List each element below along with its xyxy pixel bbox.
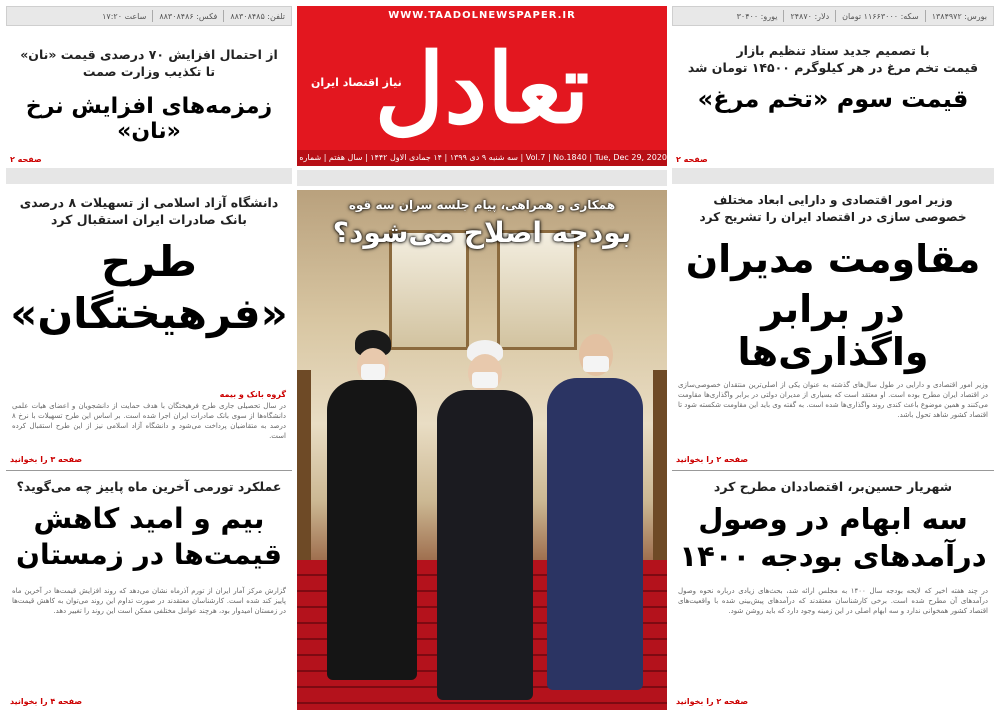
headline: طرح [101,237,197,286]
masthead-slogan: نیاز اقتصاد ایران [311,76,402,89]
separator-band [6,168,292,184]
kicker: از احتمال افزایش ۷۰ درصدی قیمت «نان» [20,47,278,62]
page-ref[interactable]: صفحه ۲ [676,155,708,164]
photo-figure-left [327,330,417,680]
divider [6,470,292,471]
kicker: قیمت تخم مرغ در هر کیلوگرم ۱۴۵۰۰ تومان شد [687,60,979,75]
headline: بیم و امید کاهش [33,502,265,535]
info-item: بورس: ۱۳۸۴۹۷۲ [931,11,987,21]
kicker: وزیر امور اقتصادی و دارایی ابعاد مختلف [713,193,953,207]
left-story-1 [6,190,292,470]
story-body: گزارش مرکز آمار ایران از تورم آذرماه نشان می‌دهد که روند افزایش قیمت‌ها در آخرین ماه پاییز کند شده است. کارشناسان معتقدند در صورت تداوم این روند می‌توان به کاهش قیمت‌ها در زمستان امیدوار بود، هرچند عوامل مختلفی ممکن است این روند را تغییر دهد. [12,587,286,615]
right-story-1 [672,190,994,470]
photo-figure-middle [437,340,533,700]
headline: قیمت‌ها در زمستان [16,538,282,572]
headline: «فرهیختگان» [10,289,288,339]
headline: قیمت سوم «تخم مرغ» [697,85,969,113]
top-right-story [672,32,994,166]
masthead-dateline: Vol.7 | No.1840 | Tue, Dec 29, 2020 | سه شنبه ۹ دی ۱۳۹۹ | ۱۴ جمادی الاول ۱۴۴۲ | سال هفتم | شماره ۱۸۴۰ | ۸ صفحه | قیمت ۳۰۰۰ تومان [297,150,667,166]
masthead-url: WWW.TAADOLNEWSPAPER.IR [388,10,576,21]
kicker: تا تکذیب وزارت صمت [82,64,216,79]
masthead-logo: تعادل [374,32,590,145]
headline: در برابر واگذاری‌ها [737,286,929,375]
headline: مقاومت مدیران [685,237,981,281]
info-bar-left [6,6,292,26]
lead-photo [297,190,667,710]
info-item: سکه: ۱۱۶۶۳۰۰۰ تومان [842,11,919,21]
separator-band [297,170,667,186]
section-tag: گروه بانک و بیمه [219,390,286,399]
page-ref[interactable]: صفحه ۲ را بخوانید [676,455,749,464]
separator-band [672,168,994,184]
page-ref[interactable]: صفحه ۲ [10,155,42,164]
info-item: دلار: ۲۴۸۷۰ [790,11,830,21]
info-item: ساعت ۱۷:۲۰ [102,11,147,21]
info-bar-right [672,6,994,26]
kicker: با تصمیم جدید ستاد تنظیم بازار [736,43,930,58]
top-left-story [6,32,292,166]
kicker: شهریار حسین‌بر، اقتصاددان مطرح کرد [713,479,953,494]
divider [672,470,994,471]
page-ref[interactable]: صفحه ۲ را بخوانید [676,697,749,706]
story-body: در سال تحصیلی جاری طرح فرهیختگان با هدف حمایت از دانشجویان و اعضای هیات علمی دانشگاه‌ها از سوی بانک صادرات ایران اجرا شده است. بر اساس این طرح تسهیلات با نرخ ۸ درصد به متقاضیان پرداخت می‌شود و دانشگاه آزاد اسلامی نیز از این طرح استقبال کرده است. [12,402,286,440]
headline: سه ابهام در وصول [698,502,968,536]
kicker: خصوصی سازی در اقتصاد ایران را تشریح کرد [699,210,967,224]
photo-figure-right [547,330,643,690]
left-story-2 [6,476,292,710]
photo-headline: بودجه اصلاح می‌شود؟ [332,216,632,249]
right-story-2 [672,476,994,710]
headline: درآمدهای بودجه ۱۴۰۰ [679,539,987,574]
story-body: وزیر امور اقتصادی و دارایی در طول سال‌های گذشته به عنوان یکی از اصلی‌ترین منتقدان خصوصی‌سازی در اقتصاد ایران مطرح بوده است. او معتقد است که بسیاری از مدیران دولتی در برابر واگذاری‌ها مقاومت می‌کنند و همین موضوع باعث کندی روند واگذاری‌ها شده است. به گفته وی باید این مقاومت شکسته شود تا اقتصاد کشور شاهد تحول باشد. [678,381,988,419]
info-item: فکس: ۸۸۳۰۸۴۸۶ [159,11,218,21]
kicker: دانشگاه آزاد اسلامی از تسهیلات ۸ درصدی [19,195,279,210]
photo-kicker: همکاری و همراهی، پیام جلسه سران سه قوه [348,198,616,212]
info-item: تلفن: ۸۸۳۰۸۴۸۵ [230,11,285,21]
kicker: عملکرد تورمی آخرین ماه پاییز چه می‌گوید؟ [16,479,282,494]
photo-caption [297,190,667,249]
page-ref[interactable]: صفحه ۳ را بخوانید [10,455,83,464]
story-body: در چند هفته اخیر که لایحه بودجه سال ۱۴۰۰ به مجلس ارائه شد، بحث‌های زیادی درباره نحوه وصول درآمدهای آن مطرح شده است. برخی کارشناسان معتقدند که درآمدهای پیش‌بینی شده با واقعیت‌های اقتصاد کشور همخوانی ندارد و سه ابهام اصلی در این زمینه وجود دارد که باید روشن شود. [678,587,988,615]
kicker: بانک صادرات ایران استقبال کرد [50,212,247,227]
info-item: یورو: ۳۰۴۰۰ [736,11,778,21]
headline: زمزمه‌های افزایش نرخ «نان» [25,94,273,145]
page-ref[interactable]: صفحه ۴ را بخوانید [10,697,83,706]
